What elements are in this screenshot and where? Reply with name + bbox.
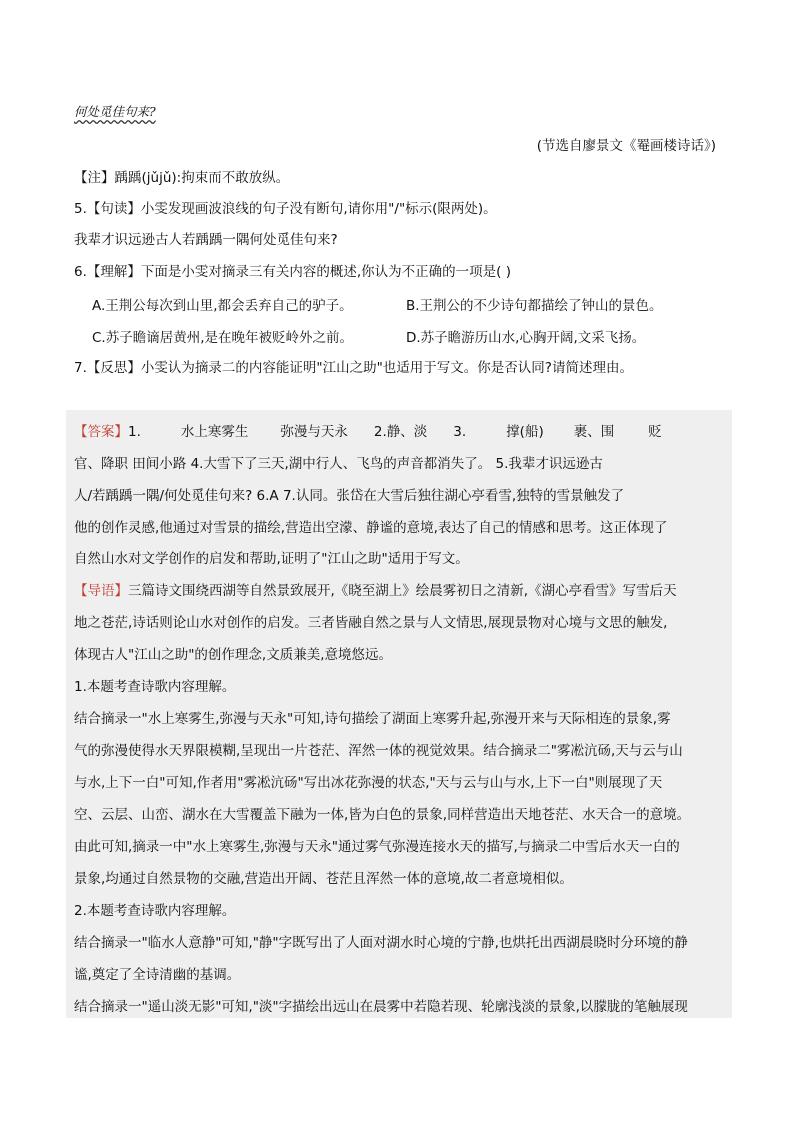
q7-number: 7. xyxy=(74,360,87,376)
analysis-line: 由此可知,摘录一中"水上寒雾生,弥漫与天永"通过雾气弥漫连接水天的描写,与摘录二中雪后水天一白的 xyxy=(74,839,680,855)
question-5 xyxy=(74,199,497,219)
analysis-line: 空、云层、山峦、湖水在大雪覆盖下融为一体,皆为白色的景象,同样营造出天地苍茫、水天合一的意境。 xyxy=(74,807,691,823)
answer-item: 弥漫与天永 xyxy=(280,424,348,440)
analysis-heading-1: 1.本题考查诗歌内容理解。 xyxy=(74,679,236,695)
analysis-line: 气的弥漫使得水天界限模糊,呈现出一片苍茫、浑然一体的视觉效果。结合摘录二"雾凇沆砀,天与云与山 xyxy=(74,743,683,759)
answer-tag: 【答案】 xyxy=(74,424,128,440)
note xyxy=(74,168,289,188)
q5-number: 5. xyxy=(74,201,87,217)
analysis-line: 与水,上下一白"可知,作者用"雾凇沆砀"写出冰花弥漫的状态,"天与云与山与水,上下一白"则展现了天 xyxy=(74,775,663,791)
q6-tag: 【理解】 xyxy=(86,264,141,280)
answer-item: 水上寒雾生 xyxy=(180,424,249,440)
question-7 xyxy=(74,358,633,378)
option-a: A.王荆公每次到山里,都会丢弃自己的驴子。 xyxy=(92,298,353,314)
analysis-line: 结合摘录一"水上寒雾生,弥漫与天永"可知,诗句描绘了湖面上寒雾升起,弥漫开来与天际相连的景象,雾 xyxy=(74,711,671,727)
answer-item: 2.静、淡 xyxy=(373,424,428,440)
answer-row-2: 官、降职 田间小路 4.大雪下了三天,湖中行人、飞鸟的声音都消失了。 5.我辈才识远逊古 xyxy=(74,456,603,472)
answer-item: 撑(船) xyxy=(506,424,544,440)
answer-item: 裹、围 xyxy=(573,424,615,440)
q5-text: 小雯发现画波浪线的句子没有断句,请你用"/"标示(限两处)。 xyxy=(140,201,497,217)
answer-item: 1. xyxy=(128,424,141,440)
analysis-line: 谧,奠定了全诗清幽的基调。 xyxy=(74,967,241,983)
poem-last-line: 何处觅佳句来? xyxy=(74,104,156,119)
question-6 xyxy=(74,262,511,282)
answer-item: 贬 xyxy=(648,424,662,440)
answer-row-5: 自然山水对文学创作的启发和帮助,证明了"江山之助"适用于写文。 xyxy=(74,551,469,567)
analysis-heading-2: 2.本题考查诗歌内容理解。 xyxy=(74,903,236,919)
answer-row-4: 他的创作灵感,他通过对雪景的描绘,营造出空濛、静谧的意境,表达了自己的情感和思考。这正体现了 xyxy=(74,520,668,536)
option-c: C.苏子瞻谪居黄州,是在晚年被贬岭外之前。 xyxy=(92,330,354,346)
answer-row-3: 人/若踽踽一隅/何处觅佳句来? 6.A 7.认同。张岱在大雪后独往湖心亭看雪,独特的雪景触发了 xyxy=(74,488,625,504)
analysis-line: 结合摘录一"临水人意静"可知,"静"字既写出了人面对湖水时心境的宁静,也烘托出西湖晨晓时分环境的静 xyxy=(74,935,688,951)
analysis-line: 景象,均通过自然景物的交融,营造出开阔、苍茫且浑然一体的意境,故二者意境相似。 xyxy=(74,871,573,887)
answer-row-1 xyxy=(74,422,662,442)
option-d: D.苏子瞻游历山水,心胸开阔,文采飞扬。 xyxy=(406,330,646,346)
note-tag: 【注】 xyxy=(74,170,115,186)
guide-row-3: 体现古人"江山之助"的创作理念,文质兼美,意境悠远。 xyxy=(74,647,393,663)
guide-tag: 【导语】 xyxy=(74,583,128,599)
source-citation: (节选自廖景文《罨画楼诗话》) xyxy=(536,138,716,154)
q7-text: 小雯认为摘录二的内容能证明"江山之助"也适用于写文。你是否认同?请简述理由。 xyxy=(140,360,633,376)
guide-text: 三篇诗文围绕西湖等自然景致展开,《晓至湖上》绘晨雾初日之清新,《湖心亭看雪》写雪后天 xyxy=(128,583,677,599)
q5-sentence: 我辈才识远逊古人若踽踽一隅何处觅佳句来? xyxy=(74,232,338,248)
note-text: 踽踽(jǔjǔ):拘束而不敢放纵。 xyxy=(114,170,290,186)
answer-item: 3. xyxy=(453,424,467,440)
q6-number: 6. xyxy=(74,264,87,280)
q6-text: 下面是小雯对摘录三有关内容的概述,你认为不正确的一项是( ) xyxy=(140,264,512,280)
guide-row-1 xyxy=(74,581,677,601)
guide-row-2: 地之苍茫,诗话则论山水对创作的启发。三者皆融自然之景与人文情思,展现景物对心境与文思的触发, xyxy=(74,615,668,631)
q7-tag: 【反思】 xyxy=(86,360,141,376)
q5-tag: 【句读】 xyxy=(86,201,141,217)
analysis-line: 结合摘录一"遥山淡无影"可知,"淡"字描绘出远山在晨雾中若隐若现、轮廓浅淡的景象,以朦胧的笔触展现 xyxy=(74,999,688,1015)
option-b: B.王荆公的不少诗句都描绘了钟山的景色。 xyxy=(406,298,663,314)
